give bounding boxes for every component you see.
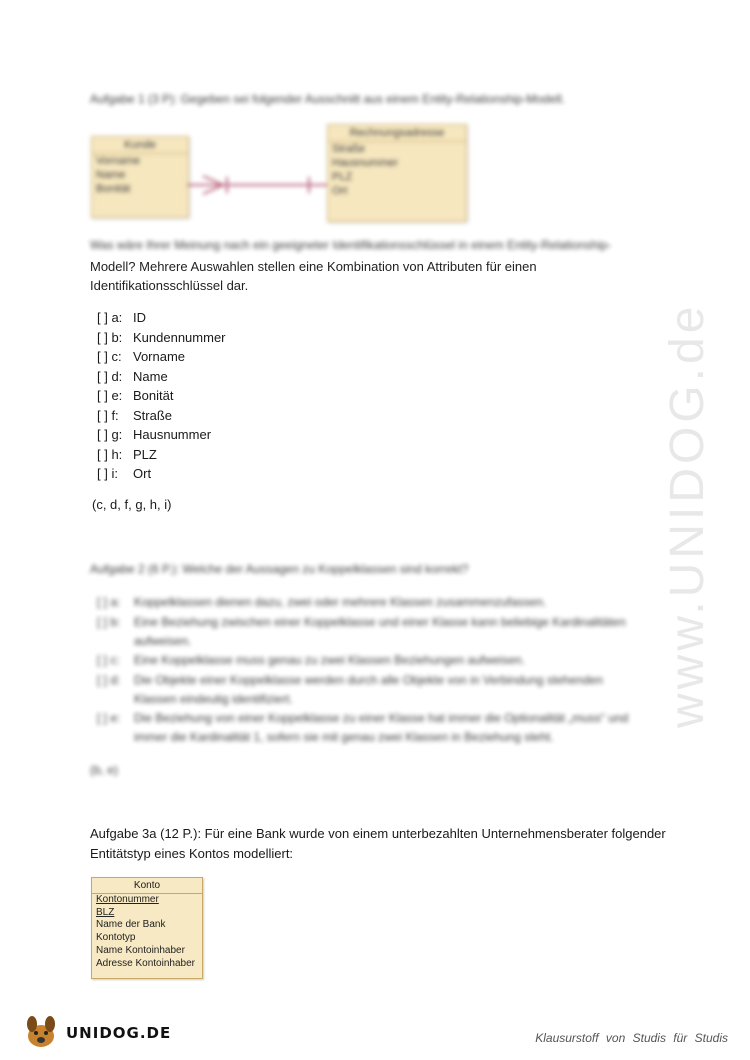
entity-konto-title: Konto bbox=[92, 878, 202, 894]
option-label: [ ] e: bbox=[97, 388, 123, 403]
task2-heading: Aufgabe 2 (6 P.): Welche der Aussagen zu Koppelklassen sind korrekt? bbox=[90, 562, 469, 576]
entity-attribute: Name der Bank bbox=[96, 919, 166, 931]
option-text-continued: immer die Kardinalität 1, sofern sie mit genau zwei Klassen in Beziehung steht. bbox=[134, 730, 554, 744]
entity-attribute-key: BLZ bbox=[96, 906, 115, 918]
task2-answer: (b, e) bbox=[90, 763, 119, 777]
entity-rechnungsadresse bbox=[327, 124, 467, 222]
task2-option-b[interactable] bbox=[97, 613, 657, 651]
entity-rechnungsadresse-title: Rechnungsadresse bbox=[328, 125, 466, 142]
option-text: Koppelklassen dienen dazu, zwei oder mehrere Klassen zusammenzufassen. bbox=[134, 595, 547, 609]
entity-kunde-title: Kunde bbox=[92, 137, 188, 154]
footer-tagline: Klausurstoff von Studis für Studis bbox=[535, 1031, 728, 1045]
watermark-text: www.UNIDOG.de bbox=[661, 302, 714, 728]
option-text: Kundennummer bbox=[133, 330, 226, 345]
option-label: [ ] a: bbox=[97, 595, 121, 609]
option-text: Die Objekte einer Koppelklasse werden durch alle Objekte von in Verbindung stehenden bbox=[134, 673, 603, 687]
entity-kunde bbox=[91, 136, 189, 218]
option-d[interactable] bbox=[97, 367, 297, 386]
logo-text: UNIDOG.DE bbox=[66, 1024, 172, 1042]
entity-konto bbox=[91, 877, 203, 979]
option-text: Straße bbox=[133, 408, 173, 423]
task3a-line1: Aufgabe 3a (12 P.): Für eine Bank wurde von einem unterbezahlten Unternehmensberater folgender bbox=[90, 826, 666, 841]
option-text: Die Beziehung von einer Koppelklasse zu einer Klasse hat immer die Optionalität „muss“ und bbox=[134, 711, 629, 725]
dog-mascot-icon bbox=[22, 1014, 60, 1050]
task2-option-d[interactable] bbox=[97, 671, 657, 709]
option-text: Eine Koppelklasse muss genau zu zwei Klassen Beziehungen aufweisen. bbox=[134, 653, 525, 667]
option-text: Eine Beziehung zwischen einer Koppelklasse und einer Klasse kann beliebige Kardinalitäten bbox=[134, 615, 626, 629]
entity-attribute: Vorname bbox=[96, 155, 141, 167]
option-label: [ ] d: bbox=[97, 673, 121, 687]
relationship-line bbox=[187, 170, 327, 200]
entity-attribute: Bonität bbox=[96, 183, 131, 195]
option-text: ID bbox=[133, 310, 146, 325]
entity-attribute: PLZ bbox=[332, 171, 353, 183]
option-i[interactable] bbox=[97, 464, 297, 483]
task1-question-line2: Modell? Mehrere Auswahlen stellen eine Kombination von Attributen für einen bbox=[90, 259, 537, 274]
task1-question-line3: Identifikationsschlüssel dar. bbox=[90, 278, 249, 293]
option-label: [ ] h: bbox=[97, 447, 123, 462]
entity-attribute: Straße bbox=[332, 143, 366, 155]
entity-attribute: Hausnummer bbox=[332, 157, 399, 169]
option-label: [ ] g: bbox=[97, 427, 123, 442]
option-text: Hausnummer bbox=[133, 427, 212, 442]
option-label: [ ] b: bbox=[97, 330, 123, 345]
task1-question-line1: Was wäre Ihrer Meinung nach ein geeigneter Identifikationsschlüssel in einem Entity-Relationship- bbox=[90, 238, 612, 252]
option-c[interactable] bbox=[97, 347, 297, 366]
entity-attribute: Ort bbox=[332, 185, 348, 197]
option-label: [ ] e: bbox=[97, 711, 121, 725]
task2-option-c[interactable] bbox=[97, 651, 657, 670]
option-label: [ ] a: bbox=[97, 310, 123, 325]
option-e[interactable] bbox=[97, 386, 297, 405]
option-label: [ ] d: bbox=[97, 369, 123, 384]
option-a[interactable] bbox=[97, 308, 297, 327]
option-text-continued: aufweisen. bbox=[134, 634, 192, 648]
option-label: [ ] f: bbox=[97, 408, 119, 423]
entity-attribute: Kontotyp bbox=[96, 932, 136, 944]
option-label: [ ] b: bbox=[97, 615, 121, 629]
entity-attribute: Name bbox=[96, 169, 126, 181]
task1-heading: Aufgabe 1 (3 P): Gegeben sei folgender Ausschnitt aus einem Entity-Relationship-Modell. bbox=[90, 92, 565, 106]
option-g[interactable] bbox=[97, 425, 297, 444]
option-b[interactable] bbox=[97, 328, 297, 347]
entity-attribute: Name Kontoinhaber bbox=[96, 944, 185, 956]
option-text: Bonität bbox=[133, 388, 174, 403]
task3a-line2: Entitätstyp eines Kontos modelliert: bbox=[90, 846, 294, 861]
option-f[interactable] bbox=[97, 406, 297, 425]
option-text: Name bbox=[133, 369, 168, 384]
option-text: Ort bbox=[133, 466, 152, 481]
entity-attribute-key: Kontonummer bbox=[96, 894, 159, 905]
task2-option-e[interactable] bbox=[97, 709, 657, 747]
task1-answer: (c, d, f, g, h, i) bbox=[92, 497, 172, 512]
option-text: Vorname bbox=[133, 349, 186, 364]
option-h[interactable] bbox=[97, 445, 297, 464]
entity-attribute: Adresse Kontoinhaber bbox=[96, 957, 195, 969]
option-label: [ ] i: bbox=[97, 466, 118, 481]
option-label: [ ] c: bbox=[97, 349, 122, 364]
option-label: [ ] c: bbox=[97, 653, 120, 667]
option-text: PLZ bbox=[133, 447, 157, 462]
option-text-continued: Klassen eindeutig identifiziert. bbox=[134, 692, 293, 706]
task2-option-a[interactable] bbox=[97, 593, 657, 612]
unidog-logo bbox=[22, 1014, 172, 1050]
